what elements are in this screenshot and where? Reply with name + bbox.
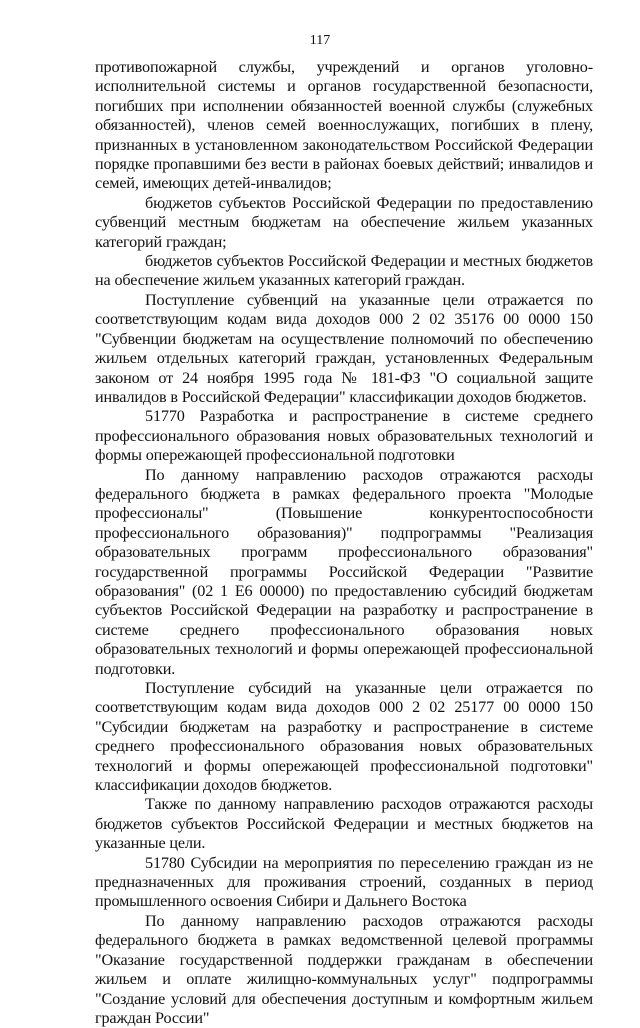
paragraph: бюджетов субъектов Российской Федерации по предоставлению субвенций местным бюджетам на обеспечение жильем указанных категорий граждан; — [95, 193, 593, 251]
document-body — [95, 58, 593, 1028]
paragraph: противопожарной службы, учреждений и органов уголовно-исполнительной системы и органов государственной безопасности, погибших при исполнении обязанностей военной службы (служебных обязанностей), членов семей военнослужащих, погибших в плену, признанных в установленном законодательством Российской Федерации порядке пропавшими без вести в районах боевых действий; инвалидов и семей, имеющих детей-инвалидов; — [95, 58, 593, 193]
page-number: 117 — [309, 33, 331, 48]
paragraph: По данному направлению расходов отражаются расходы федерального бюджета в рамках ведомственной целевой программы "Оказание государственной поддержки гражданам в обеспечении жильем и оплате жилищно-коммунальных услуг" подпрограммы "Создание условий для обеспечения доступным и комфортным жильем граждан России" — [95, 911, 593, 1027]
paragraph: По данному направлению расходов отражаются расходы федерального бюджета в рамках федерального проекта "Молодые профессионалы" (Повышение конкурентоспособности профессионального образования)" подпрограммы "Реализация образовательных программ профессионального образования" государственной программы Российской Федерации "Развитие образования" (02 1 Е6 00000) по предоставлению субсидий бюджетам субъектов Российской Федерации на разработку и распространение в системе среднего профессионального образования новых образовательных технологий и формы опережающей профессиональной подготовки. — [95, 465, 593, 678]
paragraph: Поступление субсидий на указанные цели отражается по соответствующим кодам вида доходов 000 2 02 25177 00 0000 150 "Субсидии бюджетам на разработку и распространение в системе среднего профессионального образования новых образовательных технологий и формы опережающей профессиональной подготовки" классификации доходов бюджетов. — [95, 679, 593, 795]
paragraph: 51780 Субсидии на мероприятия по переселению граждан из не предназначенных для проживания строений, созданных в период промышленного освоения Сибири и Дальнего Востока — [95, 853, 593, 911]
paragraph: Поступление субвенций на указанные цели отражается по соответствующим кодам вида доходов 000 2 02 35176 00 0000 150 "Субвенции бюджетам на осуществление полномочий по обеспечению жильем отдельных категорий граждан, установленных Федеральным законом от 24 ноября 1995 года № 181-ФЗ "О социальной защите инвалидов в Российской Федерации" классификации доходов бюджетов. — [95, 290, 593, 406]
paragraph: Также по данному направлению расходов отражаются расходы бюджетов субъектов Российской Федерации и местных бюджетов на указанные цели. — [95, 795, 593, 853]
paragraph: бюджетов субъектов Российской Федерации и местных бюджетов на обеспечение жильем указанных категорий граждан. — [95, 252, 593, 290]
paragraph: 51770 Разработка и распространение в системе среднего профессионального образования новых образовательных технологий и формы опережающей профессиональной подготовки — [95, 407, 593, 465]
